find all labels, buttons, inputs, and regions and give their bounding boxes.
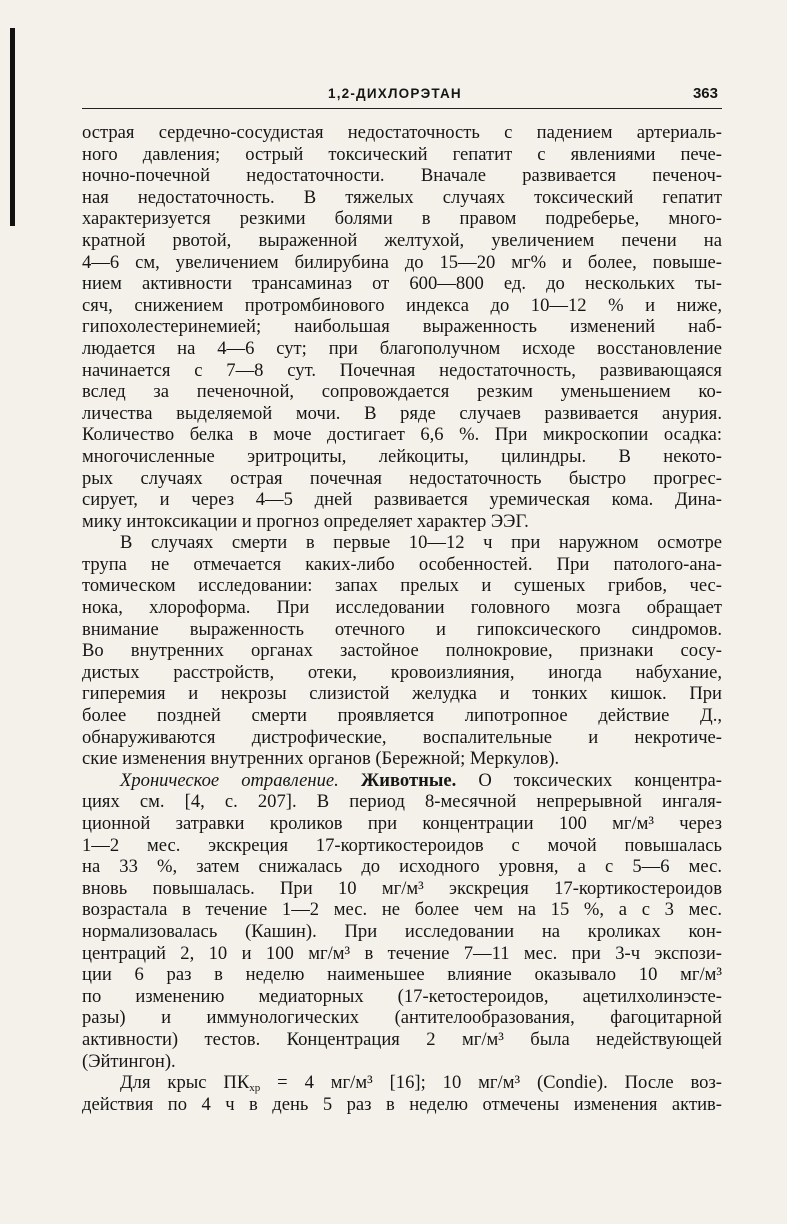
formula-subscript: хр: [249, 1082, 261, 1094]
running-header: [82, 82, 722, 109]
text-line: Во внутренних органах застойное полнокровие, признаки сосу-: [82, 640, 722, 662]
subheading-animals: Животные.: [360, 769, 457, 791]
text-line: разы) и иммунологических (антителообразования, фагоцитарной: [82, 1007, 722, 1029]
text-line: нормализовалась (Кашин). При исследовании на кроликах кон-: [82, 920, 722, 942]
text-line: нока, хлороформа. При исследовании головного мозга обращает: [82, 597, 722, 619]
paragraph-autopsy-findings: [82, 532, 722, 770]
text-line: дистых расстройств, отеки, кровоизлияния, иногда набухание,: [82, 661, 722, 683]
text-line: ная недостаточность. В тяжелых случаях токсический гепатит: [82, 186, 722, 208]
text-line: (Эйтингон).: [82, 1050, 176, 1072]
text-line: людается на 4—6 сут; при благополучном исходе восстановление: [82, 337, 722, 359]
page-number: 363: [692, 85, 718, 102]
text-line: [82, 770, 722, 792]
text-line: кратной рвотой, выраженной желтухой, увеличением печени на: [82, 229, 722, 251]
running-title: 1,2-ДИХЛОРЭТАН: [328, 86, 462, 101]
text-line: ционной затравки кроликов при концентрации 100 мг/м³ через: [82, 813, 722, 834]
text-fragment: О токсических концентра-: [478, 769, 722, 791]
formula-rest: = 4 мг/м³ [16]; 10 мг/м³ (Condie). После воз-: [260, 1072, 722, 1094]
text-line: многочисленные эритроциты, лейкоциты, цилиндры. В некото-: [82, 445, 722, 467]
text-line: гиперемия и некрозы слизистой желудка и тонких кишок. При: [82, 683, 722, 705]
text-line: активности) тестов. Концентрация 2 мг/м³ была недействующей: [82, 1028, 722, 1050]
text-line: начинается с 7—8 сут. Почечная недостаточность, развивающаяся: [82, 359, 722, 381]
section-heading-chronic: Хроническое отравление.: [120, 769, 339, 791]
body-text: [82, 122, 722, 1115]
page-binding-mark: [10, 28, 15, 226]
text-line: 1—2 мес. экскреция 17-кортикостероидов с мочой повышалась: [82, 834, 722, 856]
text-line: вновь повышалась. При 10 мг/м³ экскреция 17-кортикостероидов: [82, 877, 722, 899]
text-line: мику интоксикации и прогноз определяет характер ЭЭГ.: [82, 510, 529, 532]
paragraph-acute-symptoms: [82, 122, 722, 532]
text-line: Количество белка в моче достигает 6,6 %. При микроскопии осадка:: [82, 424, 722, 446]
text-line: острая сердечно-сосудистая недостаточность с падением артериаль-: [82, 122, 722, 143]
text-line: действия по 4 ч в день 5 раз в неделю отмечены изменения актив-: [82, 1093, 722, 1115]
text-line: вслед за печеночной, сопровождается резким уменьшением ко-: [82, 381, 722, 403]
text-line: трупа не отмечается каких-либо особенностей. При патолого-ана-: [82, 553, 722, 575]
text-line: центраций 2, 10 и 100 мг/м³ в течение 7—11 мес. при 3-ч экспози-: [82, 942, 722, 964]
text-line: ские изменения внутренних органов (Бережной; Меркулов).: [82, 748, 560, 770]
text-line: возрастала в течение 1—2 мес. не более чем на 15 %, а с 3 мес.: [82, 899, 722, 921]
text-line: ции 6 раз в неделю наименьшее влияние оказывало 10 мг/м³: [82, 964, 722, 986]
text-line: ного давления; острый токсический гепатит с явлениями пече-: [82, 143, 722, 165]
text-line: более поздней смерти проявляется липотропное действие Д.,: [82, 705, 722, 727]
text-line: личества выделяемой мочи. В ряде случаев развивается анурия.: [82, 402, 722, 424]
formula-prefix: Для крыс ПК: [120, 1072, 250, 1094]
text-line: циях см. [4, с. 207]. В период 8-месячной непрерывной ингаля-: [82, 791, 722, 813]
text-line: В случаях смерти в первые 10—12 ч при наружном осмотре: [120, 532, 722, 554]
text-line: по изменению медиаторных (17-кетостероидов, ацетилхолинэсте-: [82, 985, 722, 1007]
paragraph-chronic-poisoning: [82, 770, 722, 1072]
text-line: характеризуется резкими болями в правом подреберье, много-: [82, 208, 722, 230]
text-line: ночно-почечной недостаточности. Вначале развивается печеноч-: [82, 165, 722, 187]
text-line: сяч, снижением протромбинового индекса до 10—12 % и ниже,: [82, 294, 722, 316]
text-line: нием активности трансаминаз от 600—800 ед. до нескольких ты-: [82, 273, 722, 295]
text-line: 4—6 см, увеличением билирубина до 15—20 мг% и более, повыше-: [82, 251, 722, 273]
text-line: томическом исследовании: запах прелых и сушеных грибов, чес-: [82, 575, 722, 597]
text-line: рых случаях острая почечная недостаточность быстро прогрес-: [82, 467, 722, 489]
text-line: гипохолестеринемией; наибольшая выраженность изменений наб-: [82, 316, 722, 338]
text-line: на 33 %, затем снижалась до исходного уровня, а с 5—6 мес.: [82, 856, 722, 878]
text-line: обнаруживаются дистрофические, воспалительные и некротиче-: [82, 726, 722, 748]
text-line: [82, 1072, 722, 1094]
text-line: сирует, и через 4—5 дней развивается уремическая кома. Дина-: [82, 489, 722, 511]
paragraph-rats: [82, 1072, 722, 1115]
text-line: внимание выраженность отечного и гипоксического синдромов.: [82, 618, 722, 640]
